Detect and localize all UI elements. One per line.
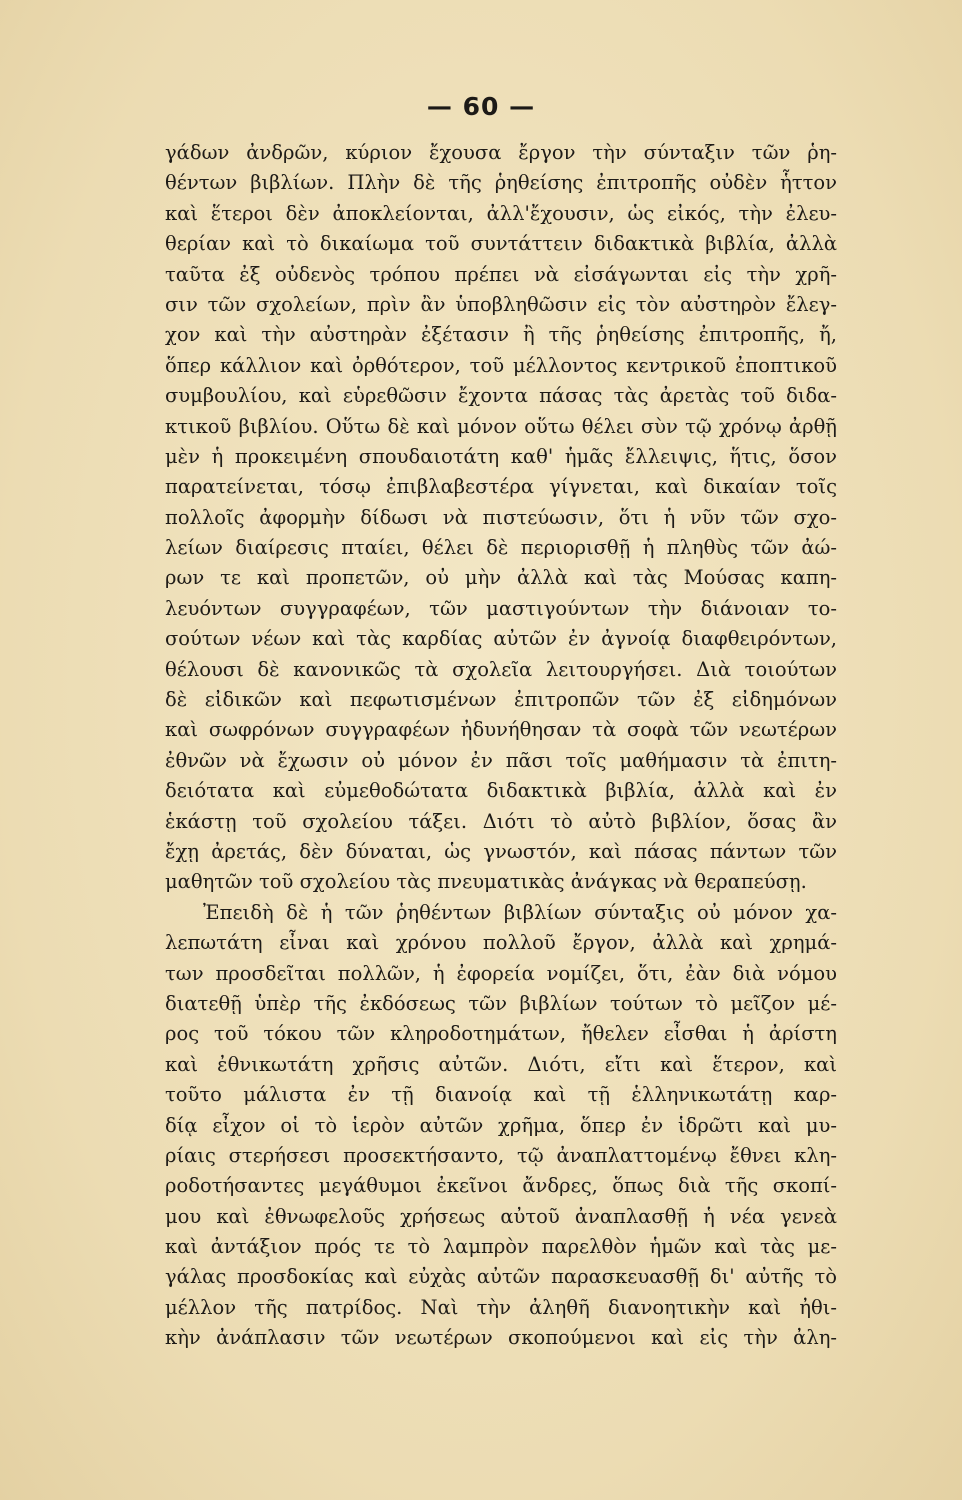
text-line: ἑκάστῃ τοῦ σχολείου τάξει. Διότι τὸ αὐτὸ βιβλίον, ὅσας ἂν [165,809,837,833]
text-line: γάδων ἀνδρῶν, κύριον ἔχουσα ἔργον τὴν σύνταξιν τῶν ῥη- [165,141,837,164]
text-line: σιν τῶν σχολείων, πρὶν ἂν ὑποβληθῶσιν εἰς τὸν αὐστηρὸν ἔλεγ- [165,292,837,316]
text-line: χον καὶ τὴν αὐστηρὰν ἐξέτασιν ἢ τῆς ῥηθείσης ἐπιτροπῆς, ἤ, [165,323,837,347]
text-line [165,1354,837,1384]
text-line: καὶ σωφρόνων συγγραφέων ἠδυνήθησαν τὰ σοφὰ τῶν νεωτέρων [165,718,837,742]
text-line: μὲν ἡ προκειμένη σπουδαιοτάτη καθ' ἡμᾶς ἔλλειψις, ἥτις, ὅσον [165,444,837,468]
text-line: πολλοῖς ἀφορμὴν δίδωσι νὰ πιστεύωσιν, ὅτι ἡ νῦν τῶν σχο- [165,505,837,529]
text-line: δὲ εἰδικῶν καὶ πεφωτισμένων ἐπιτροπῶν τῶν ἐξ εἰδημόνων [165,688,837,712]
text-line: καὶ ἐθνικωτάτη χρῆσις αὐτῶν. Διότι, εἴτι καὶ ἕτερον, καὶ [165,1052,837,1076]
text-line: ροδοτήσαντες μεγάθυμοι ἐκεῖνοι ἄνδρες, ὅπως διὰ τῆς σκοπί- [165,1174,837,1198]
text-line: ρος τοῦ τόκου τῶν κληροδοτημάτων, ἤθελεν εἶσθαι ἡ ἀρίστη [165,1022,837,1046]
text-line: ἐθνῶν νὰ ἔχωσιν οὐ μόνον ἐν πᾶσι τοῖς μαθήμασιν τὰ ἐπιτη- [165,748,837,772]
text-line: λευόντων συγγραφέων, τῶν μαστιγούντων τὴν διάνοιαν το- [165,596,837,620]
text-line: ρίαις στερήσεσι προσεκτήσαντο, τῷ ἀναπλαττομένῳ ἔθνει κλη- [165,1143,837,1167]
text-line: τοῦτο μάλιστα ἐν τῇ διανοίᾳ καὶ τῇ ἑλληνικωτάτῃ καρ- [165,1083,837,1107]
text-line: κτικοῦ βιβλίου. Οὕτω δὲ καὶ μόνον οὕτω θέλει σὺν τῷ χρόνῳ ἀρθῇ [165,414,837,438]
text-line: θερίαν καὶ τὸ δικαίωμα τοῦ συντάττειν διδακτικὰ βιβλία, ἀλλὰ [165,232,837,256]
text-line: λεπωτάτη εἶναι καὶ χρόνου πολλοῦ ἔργον, ἀλλὰ καὶ χρημά- [165,931,837,955]
text-line: συμβουλίου, καὶ εὑρεθῶσιν ἔχοντα πάσας τὰς ἀρετὰς τοῦ διδα- [165,384,837,408]
text-line: καὶ ἕτεροι δὲν ἀποκλείονται, ἀλλ'ἔχουσιν, ὡς εἰκός, τὴν ἐλευ- [165,201,837,225]
body-text [165,138,837,1384]
page-number: — 60 — [426,92,536,121]
text-line: θέλουσι δὲ κανονικῶς τὰ σχολεῖα λειτουργήσει. Διὰ τοιούτων [165,657,837,681]
text-line: μου καὶ ἐθνωφελοῦς χρήσεως αὐτοῦ ἀναπλασθῇ ἡ νέα γενεὰ [165,1204,837,1228]
text-line: ταῦτα ἐξ οὐδενὸς τρόπου πρέπει νὰ εἰσάγωνται εἰς τὴν χρῆ- [165,262,837,286]
text-line: ὅπερ κάλλιον καὶ ὀρθότερον, τοῦ μέλλοντος κεντρικοῦ ἐποπτικοῦ [165,353,837,377]
text-line: δειότατα καὶ εὐμεθοδώτατα διδακτικὰ βιβλία, ἀλλὰ καὶ ἐν [165,779,837,803]
text-line: ρων τε καὶ προπετῶν, οὐ μὴν ἀλλὰ καὶ τὰς Μούσας καπη- [165,566,837,590]
text-line: δίᾳ εἶχον οἱ τὸ ἱερὸν αὐτῶν χρῆμα, ὅπερ ἐν ἱδρῶτι καὶ μυ- [165,1113,837,1137]
text-line: θέντων βιβλίων. Πλὴν δὲ τῆς ῥηθείσης ἐπιτροπῆς οὐδὲν ἧττον [165,171,837,195]
text-line: των προσδεῖται πολλῶν, ἡ ἐφορεία νομίζει, ὅτι, ἐὰν διὰ νόμου [165,961,837,985]
text-line: παρατείνεται, τόσῳ ἐπιβλαβεστέρα γίγνεται, καὶ δικαίαν τοῖς [165,475,837,499]
text-line: κὴν ἀνάπλασιν τῶν νεωτέρων σκοπούμενοι καὶ εἰς τὴν ἀλη- [165,1326,837,1350]
text-line: σούτων νέων καὶ τὰς καρδίας αὐτῶν ἐν ἀγνοίᾳ διαφθειρόντων, [165,627,837,651]
text-line: μέλλον τῆς πατρίδος. Ναὶ τὴν ἀληθῆ διανοητικὴν καὶ ἠθι- [165,1295,837,1319]
text-line: διατεθῇ ὑπὲρ τῆς ἐκδόσεως τῶν βιβλίων τούτων τὸ μεῖζον μέ- [165,991,837,1015]
text-line: λείων διαίρεσις πταίει, θέλει δὲ περιορισθῇ ἡ πληθὺς τῶν ἀώ- [165,536,837,560]
text-line: γάλας προσδοκίας καὶ εὐχὰς αὐτῶν παρασκευασθῇ δι' αὐτῆς τὸ [165,1265,837,1289]
text-line: καὶ ἀντάξιον πρός τε τὸ λαμπρὸν παρελθὸν ἡμῶν καὶ τὰς με- [165,1235,837,1259]
text-line: Ἐπειδὴ δὲ ἡ τῶν ῥηθέντων βιβλίων σύνταξις οὐ μόνον χα- [203,900,837,924]
text-line: μαθητῶν τοῦ σχολείου τὰς πνευματικὰς ἀνάγκας νὰ θεραπεύσῃ. [165,870,807,894]
text-line: ἔχῃ ἀρετάς, δὲν δύναται, ὡς γνωστόν, καὶ πάσας πάντων τῶν [165,839,837,863]
